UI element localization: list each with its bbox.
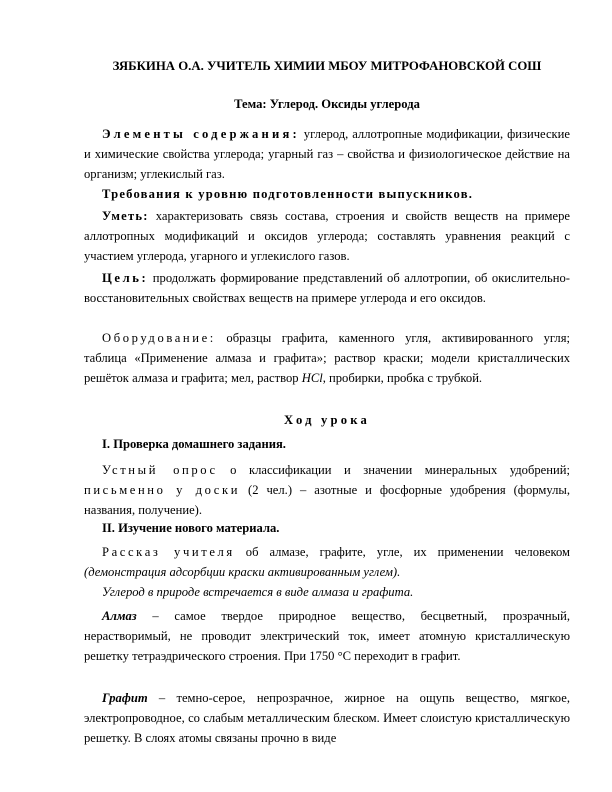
nature-paragraph: Углерод в природе встречается в виде алмаза и графита. (102, 585, 414, 599)
graphite-text: – темно-серое, непрозрачное, жирное на ощупь вещество, мягкое, электропроводное, со слабым металлическим блеском. Имеет слоистую кристаллическую решетку. В слоях атомы связаны прочно в виде (84, 691, 570, 745)
section1-title: I. Проверка домашнего задания. (102, 437, 286, 451)
equipment-text: образцы графита, каменного угля, активированного угля; таблица «Применение алмаза и графита»; раствор краски; модели кристаллических решёток алмаза и графита; мел, раствор (84, 331, 570, 385)
equipment-text-end: , пробирки, пробка с трубкой. (322, 371, 483, 385)
goal-label: Цель: (102, 271, 149, 285)
oral-text: о классификации и значении минеральных удобрений; (230, 463, 570, 477)
requirements-heading: Требования к уровню подготовленности выпускников. (102, 187, 474, 201)
content-text: углерод, аллотропные модификации, физические и химические свойства углерода; угарный газ – свойства и физиологическое действие на организм; углекислый газ. (84, 127, 570, 181)
content-label: Элементы содержания: (102, 127, 300, 141)
equipment-paragraph (84, 328, 570, 388)
diamond-paragraph (84, 606, 570, 666)
lesson-topic: Тема: Углерод. Оксиды углерода (234, 97, 420, 111)
section2-title: II. Изучение нового материала. (102, 521, 280, 535)
hcl-formula: HCl (301, 371, 323, 385)
skills-text: характеризовать связь состава, строения и свойств веществ на примере аллотропных модификаций и оксидов углерода; составлять уравнения реакций с участием углерода, угарного и углекислого газов. (84, 209, 570, 263)
graphite-label: Графит (102, 691, 148, 705)
story-text: об алмазе, графите, угле, их применении человеком (245, 545, 570, 559)
diamond-text: – самое твердое природное вещество, бесцветный, прозрачный, нерастворимый, не проводит электрический ток, имеет атомную кристаллическую решетку тетраэдрического строения. При 1750 °С переходит в графит. (84, 609, 570, 663)
board-text: (2 чел.) – азотные и фосфорные удобрения (формулы, названия, получение). (84, 483, 570, 517)
demo-text: (демонстрация адсорбции краски активированным углем). (84, 565, 401, 579)
goal-paragraph (84, 268, 570, 308)
goal-text: продолжать формирование представлений об аллотропии, об окислительно-восстановительных свойствах веществ на примере углерода и его оксидов. (84, 271, 570, 305)
content-paragraph (84, 124, 570, 184)
graphite-paragraph (84, 688, 570, 748)
homework-paragraph (84, 460, 570, 520)
board-label: письменно у доски (84, 483, 241, 497)
story-label: Рассказ учителя (102, 545, 235, 559)
oral-label: Устный опрос (102, 463, 218, 477)
skills-label: Уметь: (102, 209, 149, 223)
diamond-label: Алмаз (102, 609, 137, 623)
story-paragraph (84, 542, 570, 582)
equipment-label: Оборудование: (102, 331, 216, 345)
skills-paragraph (84, 206, 570, 266)
author-line: ЗЯБКИНА О.А. УЧИТЕЛЬ ХИМИИ МБОУ МИТРОФАНОВСКОЙ СОШ (112, 59, 542, 73)
lesson-heading: Ход урока (284, 413, 370, 427)
